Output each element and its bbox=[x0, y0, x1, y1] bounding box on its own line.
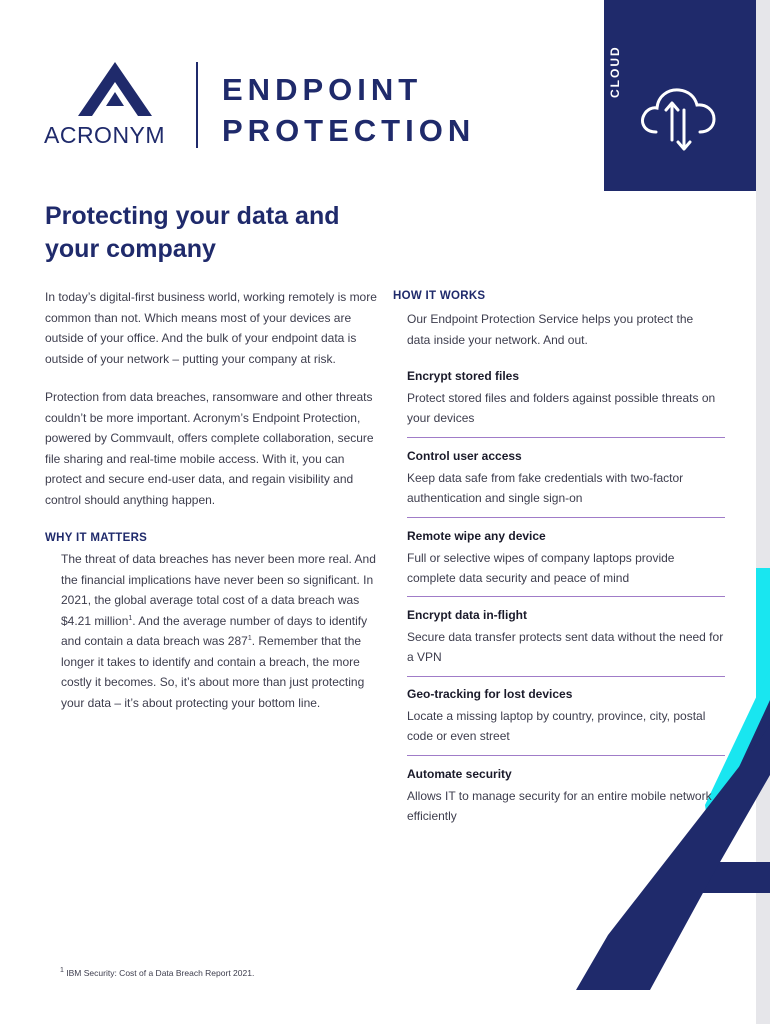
footnote bbox=[60, 968, 254, 978]
intro-paragraph-1: In today’s digital-first business world, working remotely is more common than not. Which means most of your devices are outside of your office. And the bulk of your endpoint data is outside of your network – putting your company at risk. bbox=[45, 290, 377, 366]
feature-title: Encrypt stored files bbox=[407, 369, 520, 383]
feature-item bbox=[407, 766, 725, 826]
footnote-text: IBM Security: Cost of a Data Breach Report 2021. bbox=[66, 968, 255, 978]
why-text-part-3: . Remember that the longer it takes to identify and contain a breach, the more costly it becomes. So, it’s about more than just protecting your data – it’s about protecting your bottom line. bbox=[61, 634, 365, 710]
why-text-part-2: . And the average number of days to identify and contain a data breach was 287 bbox=[61, 613, 368, 648]
how-it-works-intro: Our Endpoint Protection Service helps you protect the data inside your network. And out. bbox=[407, 312, 694, 347]
footnote-marker: 1 bbox=[60, 967, 64, 975]
cloud-sync-icon bbox=[636, 82, 722, 154]
feature-divider bbox=[407, 437, 725, 438]
product-title-line-1: ENDPOINT bbox=[222, 72, 423, 107]
product-title-line-2: PROTECTION bbox=[222, 113, 476, 148]
title-divider bbox=[196, 62, 198, 148]
feature-divider bbox=[407, 596, 725, 597]
feature-description: Protect stored files and folders against possible threats on your devices bbox=[407, 391, 716, 425]
category-label: CLOUD bbox=[608, 45, 622, 98]
feature-divider bbox=[407, 517, 725, 518]
feature-title: Encrypt data in-flight bbox=[407, 608, 527, 622]
feature-description: Locate a missing laptop by country, province, city, postal code or even street bbox=[407, 709, 706, 743]
feature-title: Automate security bbox=[407, 767, 512, 781]
feature-description: Full or selective wipes of company laptops provide complete data security and peace of mind bbox=[407, 551, 675, 585]
feature-description: Secure data transfer protects sent data without the need for a VPN bbox=[407, 630, 724, 664]
footnote-ref: 1 bbox=[128, 614, 133, 622]
how-it-works-heading: HOW IT WORKS bbox=[393, 290, 486, 302]
feature-item bbox=[407, 448, 725, 508]
navy-corner-stroke bbox=[576, 725, 770, 990]
feature-item bbox=[407, 528, 725, 588]
feature-item bbox=[407, 368, 725, 428]
acronym-logo bbox=[44, 62, 184, 150]
feature-divider bbox=[407, 755, 725, 756]
logo-mark-icon bbox=[78, 62, 152, 116]
page-headline: Protecting your data and your company bbox=[45, 202, 340, 263]
feature-item bbox=[407, 686, 725, 746]
feature-divider bbox=[407, 676, 725, 677]
footnote-ref: 1 bbox=[247, 635, 252, 642]
feature-title: Control user access bbox=[407, 449, 522, 463]
feature-description: Allows IT to manage security for an entire mobile network efficiently bbox=[407, 789, 712, 823]
feature-item bbox=[407, 607, 725, 667]
feature-description: Keep data safe from fake credentials with two-factor authentication and single sign-on bbox=[407, 471, 684, 505]
intro-paragraph-2: Protection from data breaches, ransomware and other threats couldn’t be more important. Acronym’s Endpoint Protection, powered by Commvault, offers complete collaboration, secure file sharing and real-time mobile access. With it, you can protect and secure end-user data, and regain visibility and control should anything happen. bbox=[45, 390, 374, 507]
why-it-matters-text bbox=[61, 549, 381, 713]
why-text-part-1: The threat of data breaches has never been more real. And the financial implications have never been so significant. In 2021, the global average total cost of a data breach was $4.21 million bbox=[61, 552, 376, 628]
why-it-matters-heading: WHY IT MATTERS bbox=[45, 532, 148, 544]
feature-title: Geo-tracking for lost devices bbox=[407, 687, 573, 701]
feature-title: Remote wipe any device bbox=[407, 529, 546, 543]
logo-wordmark: ACRONYM bbox=[44, 122, 166, 148]
